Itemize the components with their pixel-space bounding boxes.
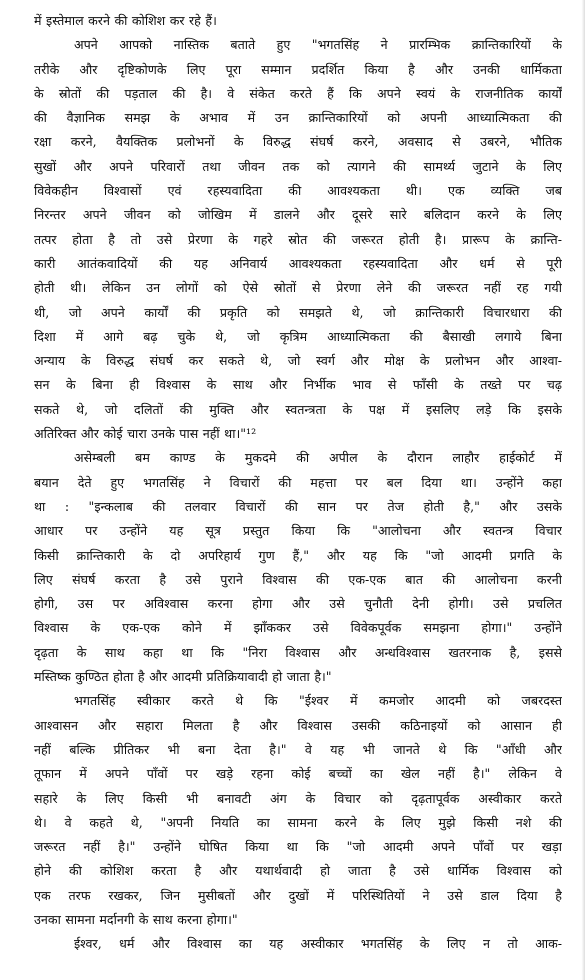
text-line: मस्तिष्क कुण्ठित होता है और आदमी प्रतिक्रियावादी हो जाता है।": [34, 669, 332, 685]
text-line: होने की कोशिश करता है और यथार्थवादी हो जाता है उसे धार्मिक विश्वास को: [34, 863, 562, 879]
text-line: में इस्तेमाल करने की कोशिश कर रहे हैं।: [34, 13, 217, 28]
text-line: बयान देते हुए भगतसिंह ने विचारों की महत्ता पर बल दिया था। उन्होंने कहा: [34, 474, 562, 490]
scan-shadow-edge: [581, 0, 585, 980]
text-line: आश्वासन और सहारा मिलता है और विश्वास उसकी कठिनाइयों को आसान ही: [34, 717, 562, 733]
text-line: लिए संघर्ष करता है उसे पुराने विश्वास की एक-एक बात की आलोचना करनी: [34, 571, 562, 587]
text-line: कारी आतंकवादियों की यह अनिवार्य आवश्यकता रहस्यवादिता और धर्म से पूरी: [34, 255, 562, 271]
text-line: एक तरफ रखकर, जिन मुसीबतों और दुखों में परिस्थितियों ने उसे डाल दिया है: [34, 887, 562, 903]
text-line: के स्रोतों की पड़ताल की है। वे संकेत करते हैं कि अपने स्वयं के राजनीतिक कार्यों: [34, 85, 562, 101]
text-line: सहारे के लिए किसी भी बनावटी अंग के विचार को दृढ़तापूर्वक अस्वीकार करते: [34, 790, 562, 806]
text-line: जरूरत नहीं है।" उन्होंने घोषित किया था कि "जो आदमी अपने पाँवों पर खड़ा: [34, 839, 562, 855]
text-line: सन के बिना ही विश्वास के साथ और निर्भीक भाव से फाँसी के तख्ते पर चढ़: [34, 377, 562, 393]
text-line: अपने आपको नास्तिक बताते हुए "भगतसिंह ने प्रारम्भिक क्रान्तिकारियों के: [74, 37, 562, 53]
text-line: दिशा में आगे बढ़ चुके थे, जो कृत्रिम आध्यात्मिकता की बैसाखी लगाये बिना: [34, 328, 562, 344]
text-line: होगी, उस पर अविश्वास करना होगा और उसे चुनौती देनी होगी। उसे प्रचलित: [34, 596, 562, 612]
text-line: निरन्तर अपने जीवन को जोखिम में डालने और दूसरे सारे बलिदान करने के लिए: [34, 207, 562, 223]
text-line: सकते थे, जो दलितों की मुक्ति और स्वतन्त्रता के पक्ष में इसलिए लड़े कि इसके: [34, 401, 562, 417]
text-line: रक्षा करने, वैयक्तिक प्रलोभनों के विरुद्ध संघर्ष करने, अवसाद से उबरने, भौतिक: [34, 134, 562, 150]
text-line: विवेकहीन विश्वासों एवं रहस्यवादिता की आवश्यकता थी। एक व्यक्ति जब: [34, 183, 562, 199]
text-line: किसी क्रान्तिकारी के दो अपरिहार्य गुण हैं," और यह कि "जो आदमी प्रगति के: [34, 547, 562, 563]
text-line: तरीके और दृष्टिकोणके लिए पूरा सम्मान प्रदर्शित किया है और उनकी धार्मिकता: [34, 61, 562, 77]
text-line: होती थी। लेकिन उन लोगों को ऐसे स्रोतों से प्रेरणा लेने की जरूरत नहीं रह गयी: [34, 280, 562, 296]
text-line: भगतसिंह स्वीकार करते थे कि "ईश्वर में कमजोर आदमी को जबरदस्त: [74, 693, 562, 709]
text-line: उनका सामना मर्दानगी के साथ करना होगा।": [34, 911, 238, 927]
text-line: नहीं बल्कि प्रीतिकर भी बना देता है।" वे यह भी जानते थे कि "आँधी और: [34, 741, 562, 757]
text-line: थे। वे कहते थे, "अपनी नियति का सामना करने के लिए मुझे किसी नशे की: [34, 814, 562, 830]
text-line: था : "इन्कलाब की तलवार विचारों की सान पर तेज होती है," और उसके: [34, 498, 562, 514]
text-line: असेम्बली बम काण्ड के मुकदमे की अपील के दौरान लाहौर हाईकोर्ट में: [74, 450, 562, 466]
text-line: विश्वास के एक-एक कोने में झाँककर उसे विवेकपूर्वक समझना होगा।" उन्होंने: [34, 620, 562, 636]
text-line: आधार पर उन्होंने यह सूत्र प्रस्तुत किया कि "आलोचना और स्वतन्त्र विचार: [34, 523, 562, 539]
page-body-text: [34, 9, 562, 957]
text-line: सुखों और अपने परिवारों तथा जीवन तक को त्यागने की सामर्थ्य जुटाने के लिए: [34, 158, 562, 174]
text-line: दृढ़ता के साथ कहा था कि "निरा विश्वास और अन्धविश्वास खतरनाक है, इससे: [34, 644, 562, 660]
text-line: तत्पर होता है तो उसे प्रेरणा के गहरे स्रोत की जरूरत होती है। प्रारूप के क्रान्ति-: [34, 231, 562, 247]
text-line: अतिरिक्त और कोई चारा उनके पास नहीं था।"¹²: [34, 426, 257, 442]
text-line: थी, जो अपने कार्यों की प्रकृति को समझते थे, जो क्रान्तिकारी विचारधारा की: [34, 304, 562, 320]
text-line: की वैज्ञानिक समझ के अभाव में उन क्रान्तिकारियों को अपनी आध्यात्मिकता की: [34, 110, 562, 126]
text-line: ईश्वर, धर्म और विश्वास का यह अस्वीकार भगतसिंह के लिए न तो आक-: [74, 936, 562, 952]
text-line: अन्याय के विरुद्ध संघर्ष कर सकते थे, जो स्वर्ग और मोक्ष के प्रलोभन और आश्वा-: [34, 353, 562, 369]
text-line: तूफान में अपने पाँवों पर खड़े रहना कोई बच्चों का खेल नहीं है।" लेकिन वे: [34, 766, 562, 782]
